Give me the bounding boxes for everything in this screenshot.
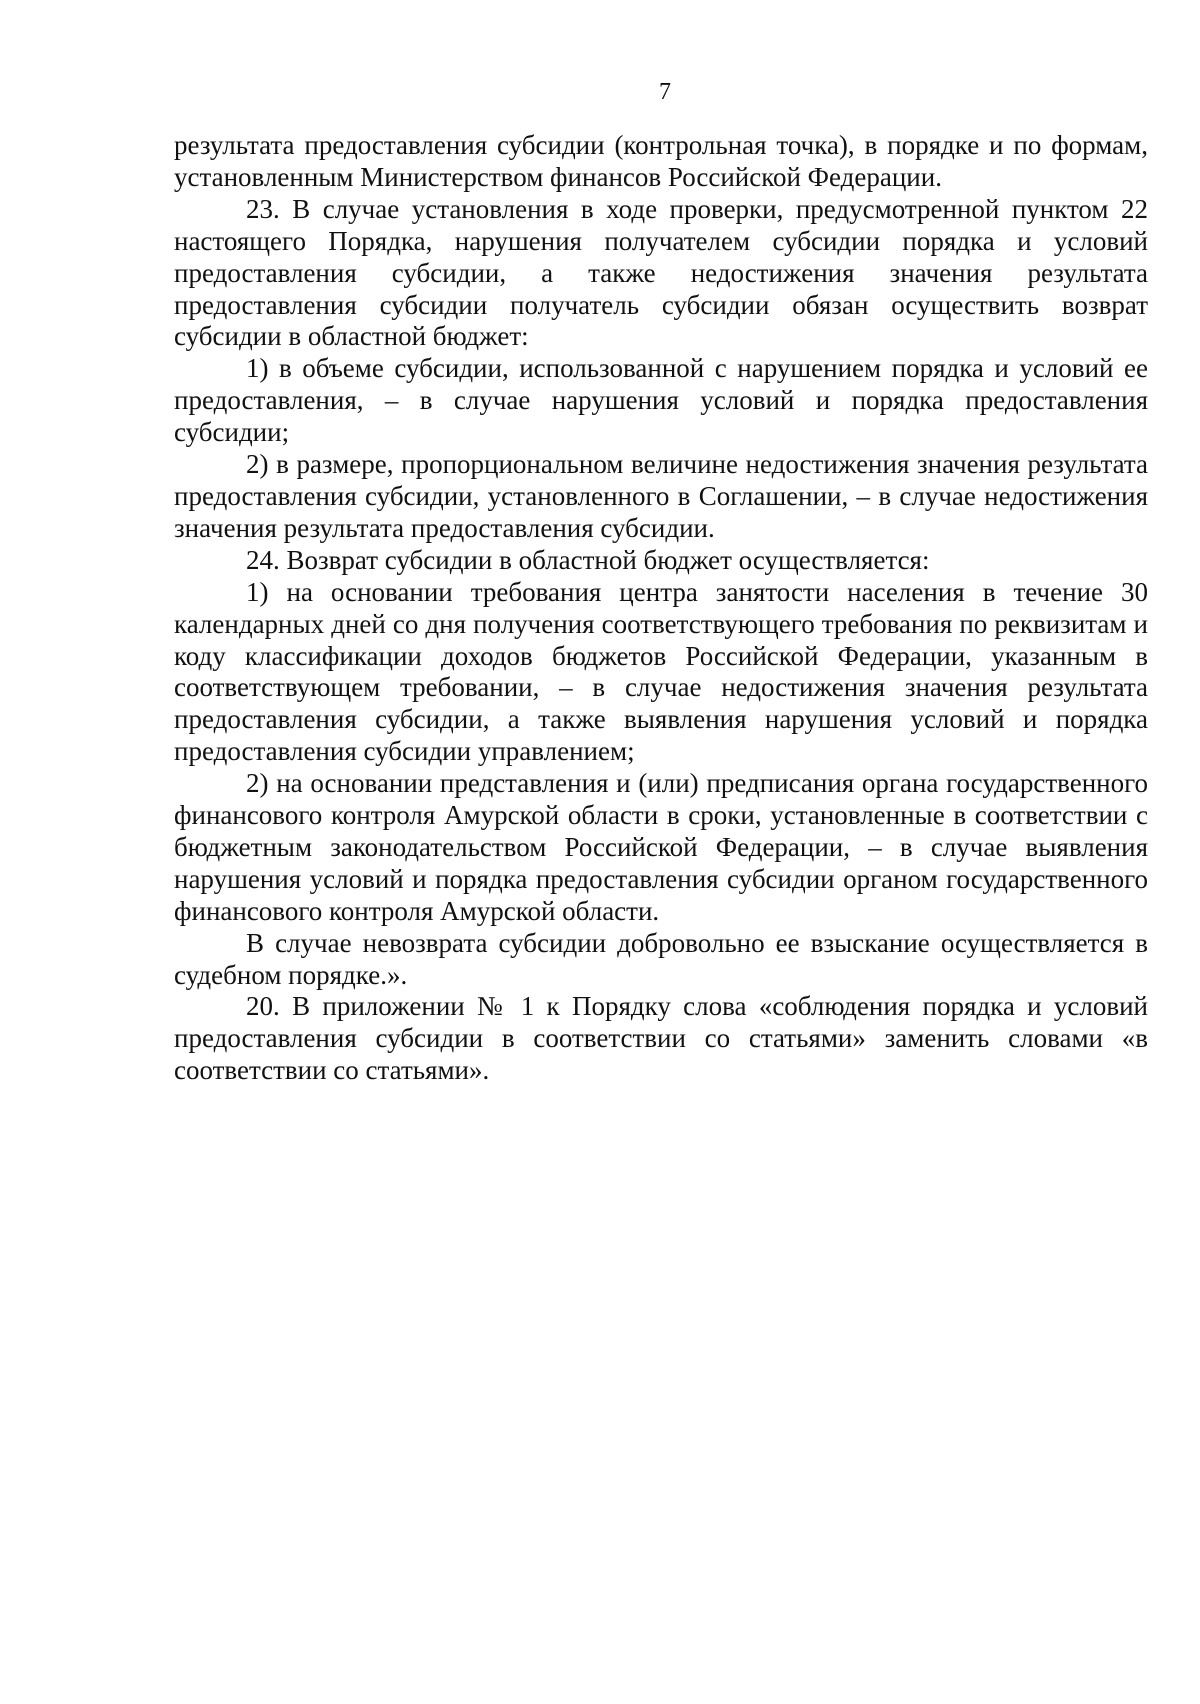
document-body bbox=[174, 130, 1148, 1087]
paragraph-item-24-2: 2) на основании представления и (или) предписания органа государственного финансового контроля Амурской области в сроки, установленные в соответствии с бюджетным законодательством Российской Федерации, – в случае выявления нарушения условий и порядка предоставления субсидии органом государственного финансового контроля Амурской области. bbox=[174, 768, 1148, 926]
paragraph-item-24-1: 1) на основании требования центра занятости населения в течение 30 календарных дней со дня получения соответствующего требования по реквизитам и коду классификации доходов бюджетов Российской Федерации, указанным в соответствующем требовании, – в случае недостижения значения результата предоставления субсидии, а также выявления нарушения условий и порядка предоставления субсидии управлением; bbox=[174, 576, 1148, 767]
paragraph-item-23: 23. В случае установления в ходе проверки, предусмотренной пунктом 22 настоящего Порядка, нарушения получателем субсидии порядка и условий предоставления субсидии, а также недостижения значения результата предоставления субсидии получатель субсидии обязан осуществить возврат субсидии в областной бюджет: bbox=[174, 193, 1148, 352]
paragraph-item-24: 24. Возврат субсидии в областной бюджет осуществляется: bbox=[246, 544, 930, 575]
paragraph-continuation: результата предоставления субсидии (контрольная точка), в порядке и по формам, установленным Министерством финансов Российской Федерации. bbox=[174, 130, 1148, 192]
paragraph-item-23-1: 1) в объеме субсидии, использованной с нарушением порядка и условий ее предоставления, – в случае нарушения условий и порядка предоставления субсидии; bbox=[174, 353, 1148, 448]
paragraph-recovery-note: В случае невозврата субсидии добровольно ее взыскание осуществляется в судебном порядке.». bbox=[174, 927, 1148, 990]
page-number: 7 bbox=[659, 79, 671, 105]
paragraph-item-23-2: 2) в размере, пропорциональном величине недостижения значения результата предоставления субсидии, установленного в Соглашении, – в случае недостижения значения результата предоставления субсидии. bbox=[174, 449, 1148, 543]
paragraph-item-20: 20. В приложении № 1 к Порядку слова «соблюдения порядка и условий предоставления субсидии в соответствии со статьями» заменить словами «в соответствии со статьями». bbox=[174, 991, 1148, 1086]
